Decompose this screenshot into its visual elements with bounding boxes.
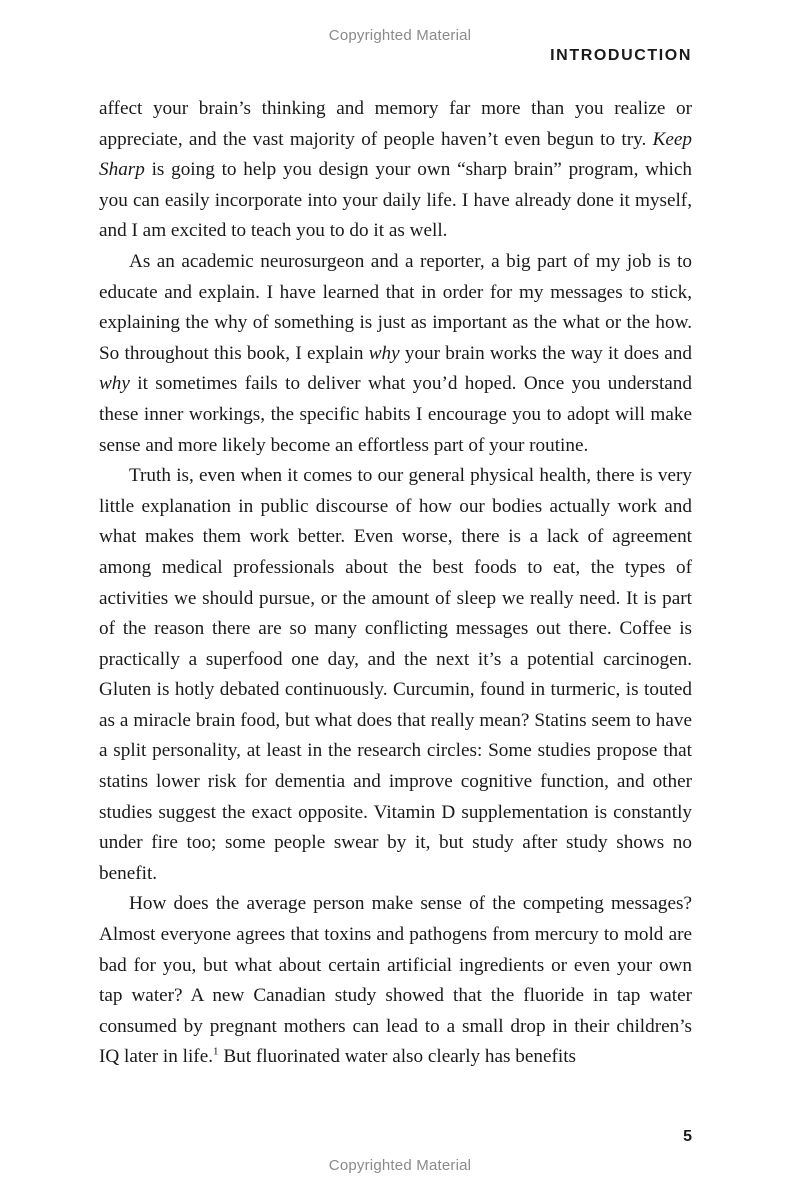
paragraph-3	[99, 461, 692, 889]
text-run: your brain works the way it does and	[399, 342, 692, 364]
footnote-reference: 1	[213, 1046, 219, 1059]
copyright-watermark-bottom: Copyrighted Material	[328, 1157, 472, 1174]
paragraph-2	[99, 247, 692, 461]
text-run: As an academic neurosurgeon and a reporter, a big part of my job is to educate and explain. I have learned that in order for my messages to stick, explaining the why of something is just as important as the what or the how. So throughout this book, I explain	[99, 250, 692, 364]
copyright-watermark-top: Copyrighted Material	[328, 27, 472, 44]
paragraph-4	[99, 889, 692, 1073]
body-text	[99, 94, 692, 1073]
text-run: is going to help you design your own “sharp brain” program, which you can easily incorporate into your daily life. I have already done it myself, and I am excited to teach you to do it as well.	[99, 159, 692, 242]
page-number: 5	[683, 1128, 692, 1145]
text-run: How does the average person make sense of the competing messages? Almost everyone agrees that toxins and pathogens from mercury to mold are bad for you, but what about certain artificial ingredients or even your own tap water? A new Canadian study showed that the fluoride in tap water consumed by pregnant mothers can lead to a small drop in their children’s IQ later in life.	[99, 893, 692, 1068]
text-run: it sometimes fails to deliver what you’d hoped. Once you understand these inner workings, the specific habits I encourage you to adopt will make sense and more likely become an effortless part of your routine.	[99, 373, 692, 456]
paragraph-1	[99, 94, 692, 247]
emphasis-why: why	[99, 373, 130, 395]
book-title-italic: Keep Sharp	[99, 128, 692, 181]
running-head: INTRODUCTION	[550, 47, 692, 64]
text-run: Truth is, even when it comes to our general physical health, there is very little explanation in public discourse of how our bodies actually work and what makes them work better. Even worse, there is a lack of agreement among medical professionals about the best foods to eat, the types of activities we should pursue, or the amount of sleep we really need. It is part of the reason there are so many conflicting messages out there. Coffee is practically a superfood one day, and the next it’s a potential carcinogen. Gluten is hotly debated continuously. Curcumin, found in turmeric, is touted as a miracle brain food, but what does that really mean? Statins seem to have a split personality, at least in the research circles: Some studies propose that statins lower risk for dementia and improve cognitive function, and other studies suggest the exact opposite. Vitamin D supplementation is constantly under fire too; some people swear by it, but study after study shows no benefit.	[99, 465, 692, 884]
text-run: affect your brain’s thinking and memory far more than you realize or appreciate, and the vast majority of people haven’t even begun to try.	[99, 98, 692, 150]
text-run: But fluorinated water also clearly has benefits	[218, 1046, 577, 1068]
emphasis-why: why	[368, 342, 400, 364]
